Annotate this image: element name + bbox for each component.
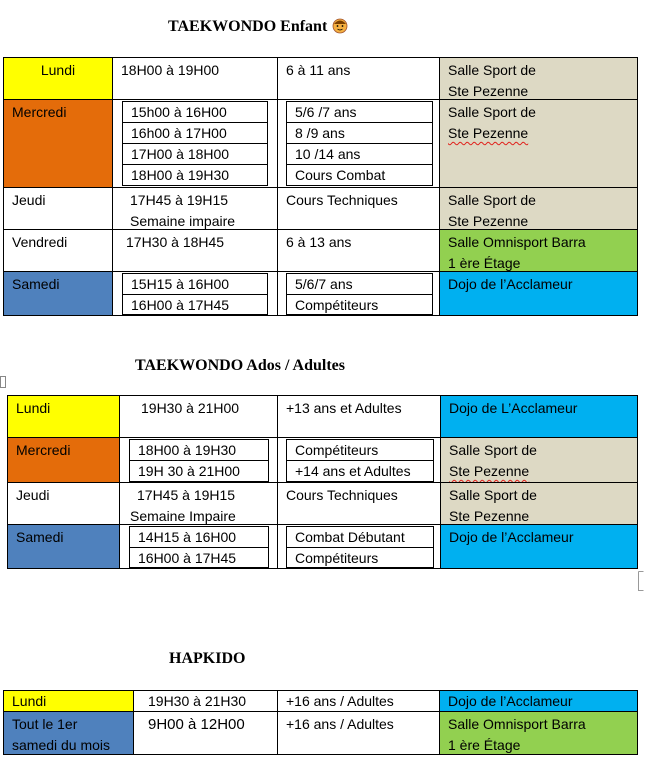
group-cell: +16 ans / Adultes <box>277 711 440 755</box>
time-slot: 19H 30 à 21H00 <box>129 460 269 482</box>
time-cell <box>119 437 278 483</box>
group-cell: 6 à 13 ans <box>277 229 440 272</box>
group-cell <box>277 524 441 569</box>
place-cell: Dojo de l’Acclameur <box>439 690 638 712</box>
time-cell: 9H00 à 12H00 <box>133 711 278 755</box>
time-slot: 18H00 à 19H30 <box>129 439 269 461</box>
section-title-adultes: TAEKWONDO Ados / Adultes <box>135 357 345 374</box>
place-cell: Salle Sport de Ste Pezenne <box>440 437 638 483</box>
time-slot: 16H00 à 17H45 <box>122 294 268 315</box>
child-face-emoji-icon <box>331 16 349 34</box>
time-slot: 16h00 à 17H00 <box>122 122 268 144</box>
time-slot: 17H00 à 18H00 <box>122 143 268 165</box>
time-cell: 19H30 à 21H00 <box>119 395 278 438</box>
day-cell-lundi: Lundi <box>3 57 113 100</box>
group-slot: 5/6 /7 ans <box>286 101 433 123</box>
group-slot: Combat Débutant <box>286 526 434 548</box>
day-cell-vendredi: Vendredi <box>3 229 113 272</box>
place-cell: Dojo de l’Acclameur <box>440 524 638 569</box>
place-cell: Salle Sport de Ste Pezenne <box>439 187 638 230</box>
time-cell: 17H45 à 19H15 Semaine Impaire <box>119 482 278 525</box>
time-cell <box>112 99 278 188</box>
section-title-hapkido: HAPKIDO <box>169 650 246 667</box>
group-slot: Compétiteurs <box>286 547 434 568</box>
group-slot: 5/6/7 ans <box>286 273 433 295</box>
time-slot: 16H00 à 17H45 <box>129 547 269 568</box>
place-cell: Salle Sport de Ste Pezenne <box>440 482 638 525</box>
day-cell-mercredi: Mercredi <box>7 437 120 483</box>
group-slot: +14 ans et Adultes <box>286 460 434 482</box>
section-title-enfant: TAEKWONDO Enfant <box>168 16 349 36</box>
group-cell: +13 ans et Adultes <box>277 395 441 438</box>
group-cell <box>277 271 440 316</box>
day-cell-samedi: Samedi <box>7 524 120 569</box>
time-cell: 18H00 à 19H00 <box>112 57 278 100</box>
group-slot: Cours Combat <box>286 164 433 186</box>
group-slot: 10 /14 ans <box>286 143 433 165</box>
place-cell: Salle Sport de Ste Pezenne <box>439 99 638 188</box>
group-cell: +16 ans / Adultes <box>277 690 440 712</box>
day-cell-jeudi: Jeudi <box>7 482 120 525</box>
day-cell-mercredi: Mercredi <box>3 99 113 188</box>
time-cell: 17H45 à 19H15 Semaine impaire <box>112 187 278 230</box>
time-slot: 15H15 à 16H00 <box>122 273 268 295</box>
place-cell: Dojo de L’Acclameur <box>440 395 638 438</box>
time-cell <box>119 524 278 569</box>
group-cell <box>277 99 440 188</box>
table-move-handle-icon[interactable] <box>0 376 6 388</box>
group-cell: 6 à 11 ans <box>277 57 440 100</box>
time-cell: 19H30 à 21H30 <box>133 690 278 712</box>
day-cell-lundi: Lundi <box>3 690 134 712</box>
table-resize-handle-icon[interactable] <box>638 571 644 591</box>
place-cell: Salle Omnisport Barra 1 ère Étage <box>439 711 638 755</box>
group-slot: 8 /9 ans <box>286 122 433 144</box>
time-cell: 17H30 à 18H45 <box>112 229 278 272</box>
group-cell: Cours Techniques <box>277 482 441 525</box>
group-slot: Compétiteurs <box>286 439 434 461</box>
time-slot: 18H00 à 19H30 <box>122 164 268 186</box>
day-cell-jeudi: Jeudi <box>3 187 113 230</box>
time-slot: 15h00 à 16H00 <box>122 101 268 123</box>
time-cell <box>112 271 278 316</box>
place-cell: Salle Omnisport Barra 1 ère Étage <box>439 229 638 272</box>
group-cell: Cours Techniques <box>277 187 440 230</box>
day-cell-premier-samedi: Tout le 1er samedi du mois <box>3 711 134 755</box>
place-cell: Dojo de l’Acclameur <box>439 271 638 316</box>
day-cell-lundi: Lundi <box>7 395 120 438</box>
group-slot: Compétiteurs <box>286 294 433 315</box>
time-slot: 14H15 à 16H00 <box>129 526 269 548</box>
day-cell-samedi: Samedi <box>3 271 113 316</box>
place-cell: Salle Sport de Ste Pezenne <box>439 57 638 100</box>
group-cell <box>277 437 441 483</box>
